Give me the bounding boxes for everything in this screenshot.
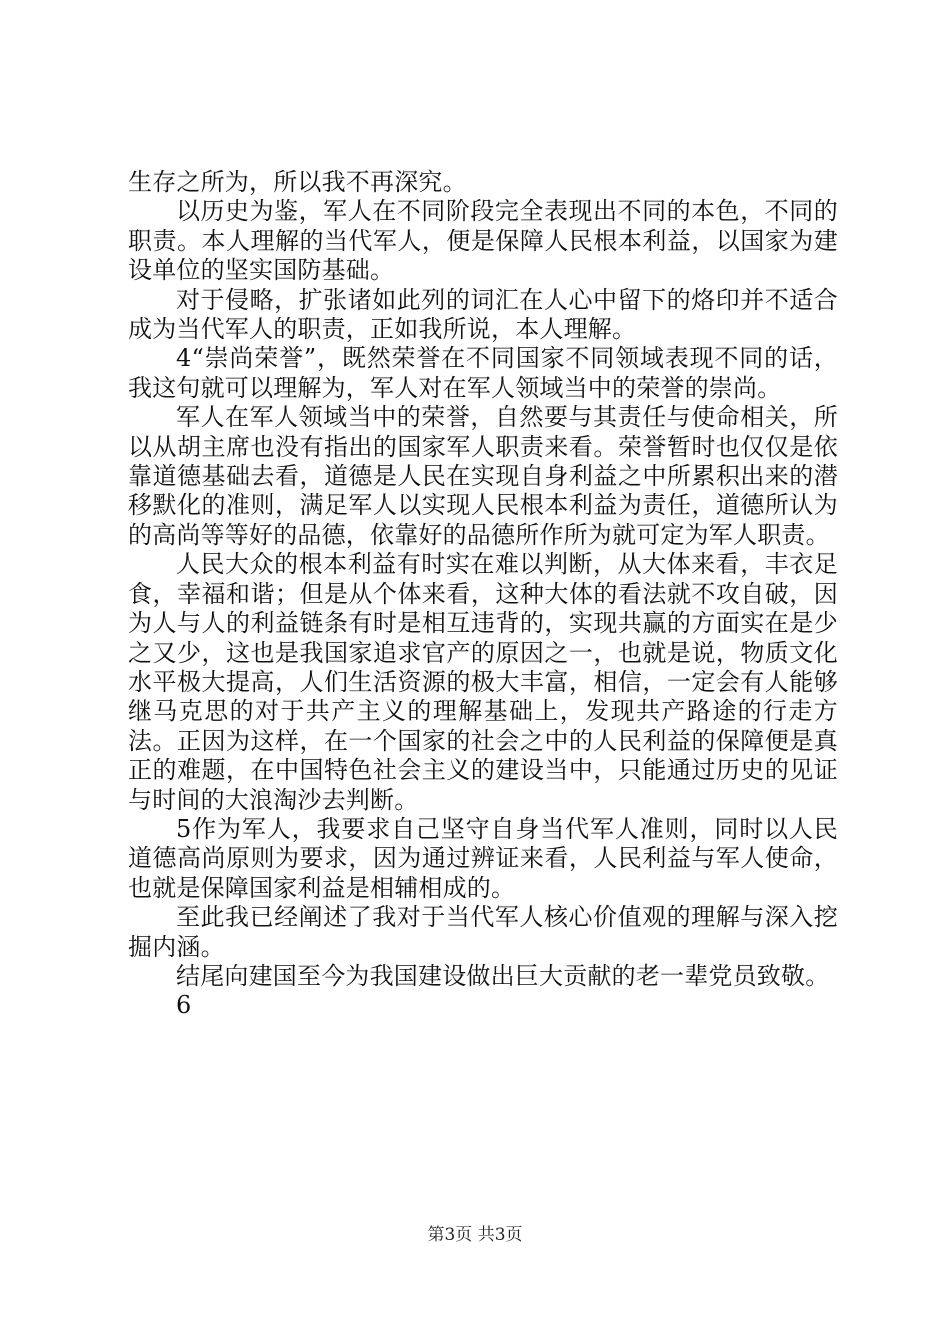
paragraph-people-interest: 人民大众的根本利益有时实在难以判断，从大体来看，丰衣足食，幸福和谐；但是从个体来看，这种大体的看法就不攻自破，因为人与人的利益链条有时是相互违背的，实现共赢的方面实在是少之又少，这也是我国家追求官产的原因之一，也就是说，物质文化水平极大提高，人们生活资源的极大丰富，相信，一定会有人能够继马克思的对于共产主义的理解基础上，发现共产路途的行走方法。正因为这样，在一个国家的社会之中的人民利益的保障便是真正的难题，在中国特色社会主义的建设当中，只能通过历史的见证与时间的大浪淘沙去判断。 [128, 550, 838, 814]
paragraph-soldier-standard: 5作为军人，我要求自己坚守自身当代军人准则，同时以人民道德高尚原则为要求，因为通过辨证来看，人民利益与军人使命，也就是保障国家利益是相辅相成的。 [128, 814, 838, 902]
paragraph-summary: 至此我已经阐述了我对于当代军人核心价值观的理解与深入挖掘内涵。 [128, 903, 838, 961]
paragraph-closing: 结尾向建国至今为我国建设做出巨大贡献的老一辈党员致敬。 [176, 961, 830, 990]
paragraph-number-six: 6 [176, 991, 192, 1020]
document-body [128, 168, 838, 1021]
paragraph-history: 以历史为鉴，军人在不同阶段完全表现出不同的本色，不同的职责。本人理解的当代军人，便是保障人民根本利益，以国家为建设单位的坚实国防基础。 [128, 197, 838, 285]
paragraph-aggression: 对于侵略，扩张诸如此列的词汇在人心中留下的烙印并不适合成为当代军人的职责，正如我所说，本人理解。 [128, 285, 838, 344]
paragraph-honor-duty: 军人在军人领域当中的荣誉，自然要与其责任与使命相关，所以从胡主席也没有指出的国家军人职责来看。荣誉暂时也仅仅是依靠道德基础去看，道德是人民在实现自身利益之中所累积出来的潜移默化的准则，满足军人以实现人民根本利益为责任，道德所认为的高尚等等好的品德，依靠好的品德所作所为就可定为军人职责。 [128, 403, 838, 549]
paragraph-honor-heading: 4“崇尚荣誉”，既然荣誉在不同国家不同领域表现不同的话，我这句就可以理解为，军人对在军人领域当中的荣誉的崇尚。 [128, 344, 838, 402]
page-footer: 第3页 共3页 [427, 1225, 523, 1245]
paragraph-continuation: 生存之所为，所以我不再深究。 [128, 168, 467, 196]
